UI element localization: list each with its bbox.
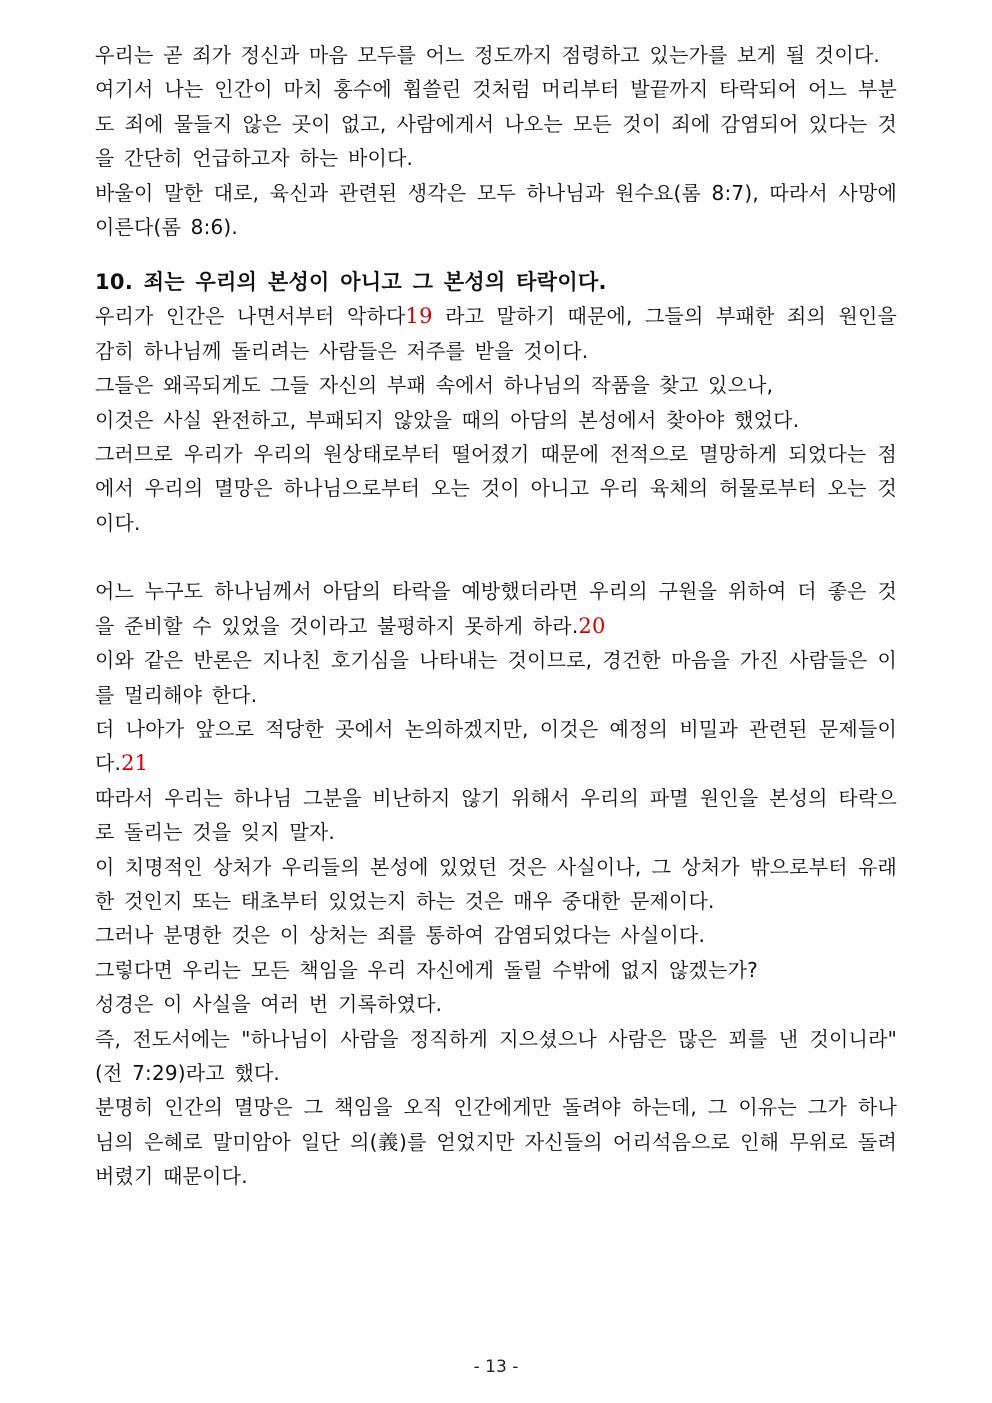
paragraph: 여기서 나는 인간이 마치 홍수에 휩쓸린 것처럼 머리부터 발끝까지 타락되어 어느 부분도 죄에 물들지 않은 곳이 없고, 사람에게서 나오는 모든 것이 죄에 감염되어 있다는 것을 간단히 언급하고자 하는 바이다. (95, 77, 897, 171)
paragraph-with-footnote (95, 712, 897, 781)
paragraph: 이것은 사실 완전하고, 부패되지 않았을 때의 아담의 본성에서 찾아야 했었다. (95, 407, 800, 432)
paragraph: 그렇다면 우리는 모든 책임을 우리 자신에게 돌릴 수밖에 없지 않겠는가? (95, 957, 758, 982)
paragraph-text: 라고 말하기 때문에, 그들의 부패한 죄의 원인을 감히 하나님께 돌리려는 사람들은 저주를 받을 것이다. (95, 304, 897, 363)
paragraph: 그들은 왜곡되게도 그들 자신의 부패 속에서 하나님의 작품을 찾고 있으나, (95, 373, 774, 398)
section-heading: 10. 죄는 우리의 본성이 아니고 그 본성의 타락이다. (95, 270, 607, 295)
paragraph-text: 우리가 인간은 나면서부터 악하다 (95, 304, 406, 329)
paragraph: 즉, 전도서에는 "하나님이 사람을 정직하게 지으셨으나 사람은 많은 꾀를 낸 것이니라"(전 7:29)라고 했다. (95, 1026, 897, 1085)
paragraph-with-footnote (95, 299, 897, 368)
footnote-ref-21[interactable]: 21 (121, 751, 149, 776)
paragraph: 분명히 인간의 멸망은 그 책임을 오직 인간에게만 돌려야 하는데, 그 이유는 그가 하나님의 은혜로 말미암아 일단 의(義)를 얻었지만 자신들의 어리석음으로 인해 무위로 돌려버렸기 때문이다. (95, 1095, 897, 1189)
spacer (95, 540, 897, 574)
document-page (95, 38, 897, 1194)
spacer (95, 244, 897, 265)
paragraph-text: 어느 누구도 하나님께서 아담의 타락을 예방했더라면 우리의 구원을 위하여 더 좋은 것을 준비할 수 있었을 것이라고 불평하지 못하게 하라. (95, 579, 897, 638)
paragraph: 그러므로 우리가 우리의 원상태로부터 떨어졌기 때문에 전적으로 멸망하게 되었다는 점에서 우리의 멸망은 하나님으로부터 오는 것이 아니고 우리 육체의 허물로부터 오는 것이다. (95, 442, 897, 535)
paragraph: 바울이 말한 대로, 육신과 관련된 생각은 모두 하나님과 원수요(롬 8:7), 따라서 사망에 이른다(롬 8:6). (95, 180, 897, 240)
paragraph-with-footnote (95, 574, 897, 643)
paragraph: 성경은 이 사실을 여러 번 기록하였다. (95, 992, 443, 1017)
paragraph: 이와 같은 반론은 지나친 호기심을 나타내는 것이므로, 경건한 마음을 가진 사람들은 이를 멀리해야 한다. (95, 648, 897, 707)
footnote-ref-20[interactable]: 20 (578, 613, 606, 638)
paragraph: 이 치명적인 상처가 우리들의 본성에 있었던 것은 사실이나, 그 상처가 밖으로부터 유래한 것인지 또는 태초부터 있었는지 하는 것은 매우 중대한 문제이다. (95, 854, 897, 913)
paragraph: 따라서 우리는 하나님 그분을 비난하지 않기 위해서 우리의 파멸 원인을 본성의 타락으로 돌리는 것을 잊지 말자. (95, 785, 897, 845)
footnote-ref-19[interactable]: 19 (405, 304, 433, 329)
paragraph-text: 더 나아가 앞으로 적당한 곳에서 논의하겠지만, 이것은 예정의 비밀과 관련된 문제들이다. (95, 716, 897, 776)
paragraph: 우리는 곧 죄가 정신과 마음 모두를 어느 정도까지 점령하고 있는가를 보게 될 것이다. (95, 43, 880, 67)
page-number: - 13 - (473, 1357, 519, 1377)
paragraph: 그러나 분명한 것은 이 상처는 죄를 통하여 감염되었다는 사실이다. (95, 923, 706, 948)
